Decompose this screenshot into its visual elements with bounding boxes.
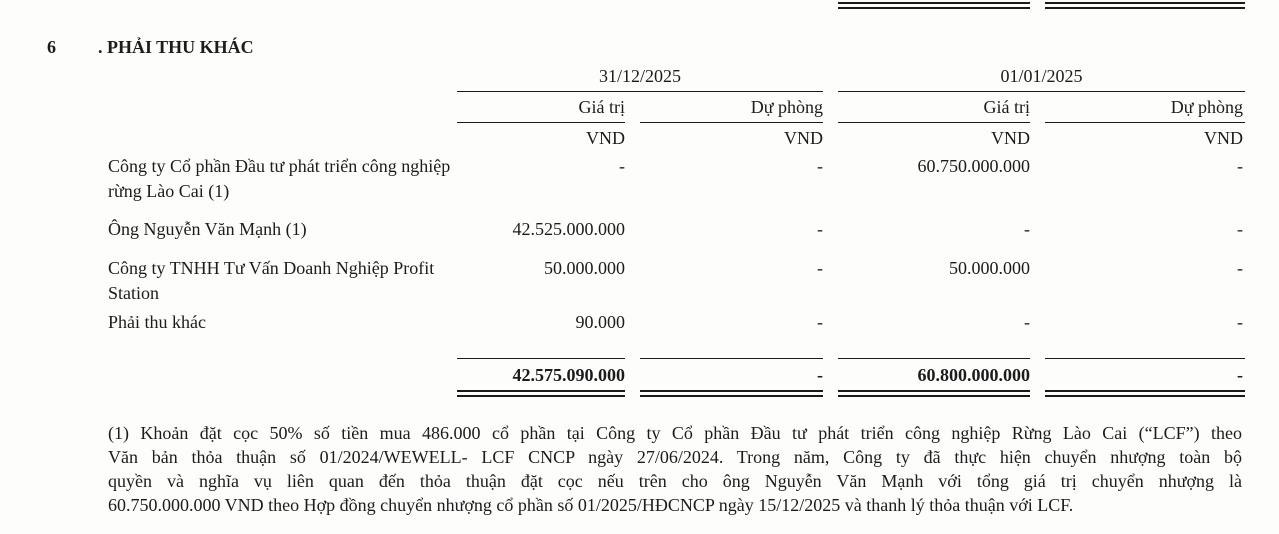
row-provision-2: - <box>1237 219 1243 239</box>
unit-provision-2: VND <box>1204 128 1243 148</box>
total-double-rule-4b <box>1045 395 1245 397</box>
row-value-1: 50.000.000 <box>544 258 625 278</box>
row-value-1: - <box>619 156 625 176</box>
total-double-rule-4a <box>1045 390 1245 392</box>
prev-table-double-rule-1b <box>838 7 1030 9</box>
total-top-rule-1 <box>457 358 625 359</box>
row-provision-2: - <box>1237 156 1243 176</box>
row-provision-1: - <box>817 258 823 278</box>
unit-value-1: VND <box>586 128 625 148</box>
col-rule-provision-1 <box>640 122 823 123</box>
row-value-2: - <box>1024 219 1030 239</box>
total-value-1: 42.575.090.000 <box>512 365 625 385</box>
row-label: Ông Nguyễn Văn Mạnh (1) <box>108 219 307 239</box>
row-value-2: 50.000.000 <box>949 258 1030 278</box>
row-value-2: - <box>1024 312 1030 332</box>
total-double-rule-1b <box>457 395 625 397</box>
col-header-provision-2: Dự phòng <box>1170 97 1243 117</box>
unit-provision-1: VND <box>784 128 823 148</box>
row-value-2: 60.750.000.000 <box>917 156 1030 176</box>
footnote <box>108 421 1242 517</box>
row-value-1: 42.525.000.000 <box>512 219 625 239</box>
row-value-1: 90.000 <box>575 312 625 332</box>
col-header-value-2: Giá trị <box>983 97 1030 117</box>
col-rule-value-2 <box>838 122 1030 123</box>
row-provision-1: - <box>817 156 823 176</box>
total-value-2: 60.800.000.000 <box>917 365 1030 385</box>
period-date-2: 01/01/2025 <box>1000 66 1083 86</box>
period-date-1: 31/12/2025 <box>598 66 681 86</box>
unit-value-2: VND <box>991 128 1030 148</box>
prev-table-double-rule-1a <box>838 2 1030 4</box>
total-double-rule-1a <box>457 390 625 392</box>
section-title: . PHẢI THU KHÁC <box>98 37 254 57</box>
row-label: Công ty TNHH Tư Vấn Doanh Nghiệp Profit Station <box>108 258 435 303</box>
total-double-rule-3a <box>838 390 1030 392</box>
col-header-value-1: Giá trị <box>578 97 625 117</box>
col-rule-value-1 <box>457 122 625 123</box>
period-rule-1 <box>457 91 823 92</box>
row-provision-2: - <box>1237 312 1243 332</box>
row-provision-1: - <box>817 312 823 332</box>
total-top-rule-2 <box>640 358 823 359</box>
row-label: Phải thu khác <box>108 312 206 332</box>
col-header-provision-1: Dự phòng <box>750 97 823 117</box>
prev-table-double-rule-2b <box>1045 7 1245 9</box>
total-provision-2: - <box>1237 365 1243 385</box>
row-label: Công ty Cổ phần Đầu tư phát triển công nghiệp rừng Lào Cai (1) <box>108 156 451 201</box>
total-top-rule-3 <box>838 358 1030 359</box>
footnote-line: 60.750.000.000 VND theo Hợp đồng chuyển nhượng cổ phần số 01/2025/HĐCNCP ngày 15/12/2025 và thanh lý thỏa thuận với LCF. <box>108 495 1074 515</box>
total-provision-1: - <box>817 365 823 385</box>
total-double-rule-2b <box>640 395 823 397</box>
row-provision-1: - <box>817 219 823 239</box>
row-provision-2: - <box>1237 258 1243 278</box>
footnote-line: Văn bản thỏa thuận số 01/2024/WEWELL- LCF CNCP ngày 27/06/2024. Trong năm, Công ty đã thực hiện chuyển nhượng toàn bộ <box>108 447 1242 467</box>
col-rule-provision-2 <box>1045 122 1245 123</box>
total-top-rule-4 <box>1045 358 1245 359</box>
footnote-line: (1) Khoản đặt cọc 50% số tiền mua 486.000 cổ phần tại Công ty Cổ phần Đầu tư phát triển công nghiệp Rừng Lào Cai (“LCF”) theo <box>108 423 1242 443</box>
total-double-rule-3b <box>838 395 1030 397</box>
prev-table-double-rule-2a <box>1045 2 1245 4</box>
footnote-line: quyền và nghĩa vụ liên quan đến thỏa thuận đặt cọc nếu trên cho ông Nguyễn Văn Mạnh với tổng giá trị chuyển nhượng là <box>108 471 1242 491</box>
section-number: 6 <box>47 37 56 57</box>
total-double-rule-2a <box>640 390 823 392</box>
period-rule-2 <box>838 91 1245 92</box>
